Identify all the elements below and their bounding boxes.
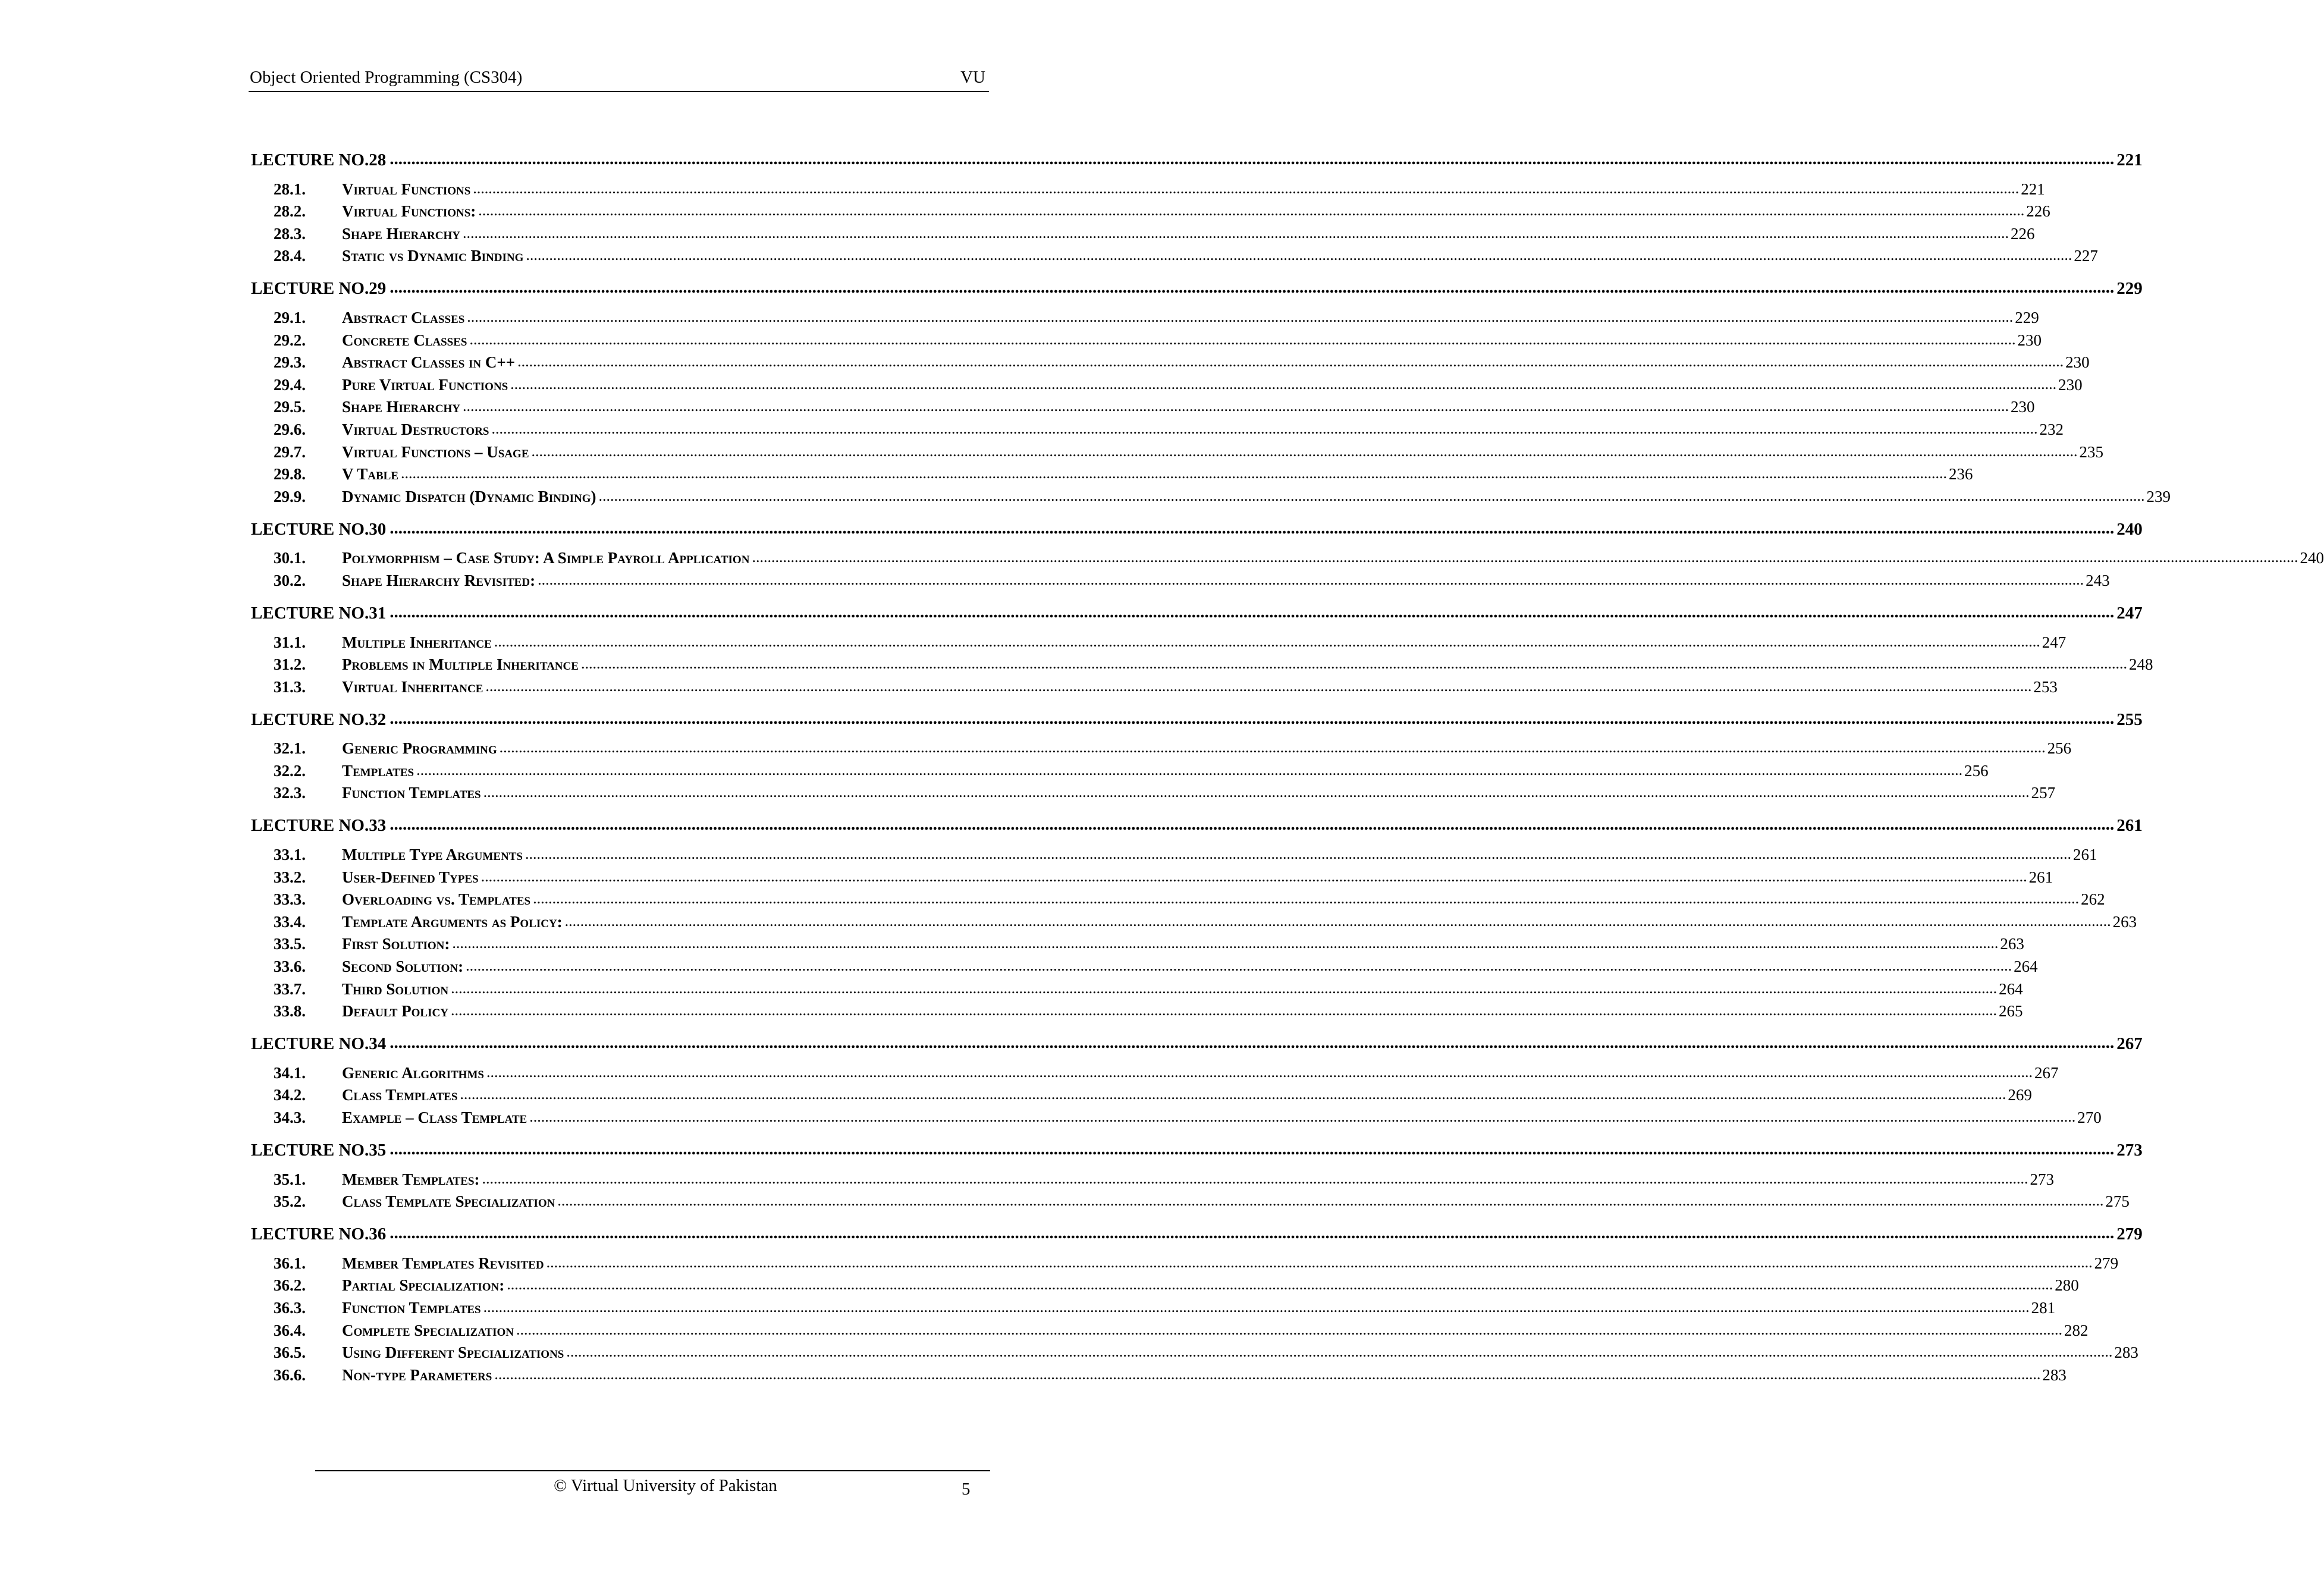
lecture-page-number: 229 bbox=[2116, 279, 2143, 299]
entry-title: Virtual Functions: bbox=[342, 202, 476, 221]
entry-number: 34.1. bbox=[274, 1063, 306, 1082]
entry-page-number: 283 bbox=[2042, 1365, 2067, 1384]
entry-page-number: 229 bbox=[2015, 308, 2039, 326]
entry-number: 28.4. bbox=[274, 247, 306, 265]
toc-entry[interactable] bbox=[251, 304, 2039, 327]
toc-entry[interactable] bbox=[251, 758, 1989, 780]
toc-entry[interactable] bbox=[251, 842, 2097, 864]
entry-page-number: 243 bbox=[2086, 571, 2110, 589]
entry-title: Overloading vs. Templates bbox=[342, 890, 531, 909]
lecture-page-number: 261 bbox=[2116, 816, 2143, 836]
toc-entry-list bbox=[251, 623, 2153, 696]
entry-page-number: 281 bbox=[2031, 1298, 2056, 1317]
entry-number: 29.9. bbox=[274, 487, 306, 506]
entry-number: 34.2. bbox=[274, 1086, 306, 1104]
dot-leader: ................................................................................................................................................................................................................................................................................................................................................................................................................ bbox=[752, 548, 2298, 566]
entry-number: 28.2. bbox=[274, 202, 306, 221]
entry-number: 33.1. bbox=[274, 846, 306, 864]
entry-number: 32.3. bbox=[274, 784, 306, 802]
lecture-section bbox=[251, 802, 2143, 1021]
entry-page-number: 247 bbox=[2042, 633, 2067, 651]
dot-leader: ................................................................................................................................................................................................................................................................................................................................................................................................................ bbox=[390, 708, 2115, 728]
entry-number: 36.4. bbox=[274, 1321, 306, 1339]
dot-leader: ................................................................................................................................................................................................................................................................................................................................................................................................................ bbox=[390, 815, 2115, 834]
lecture-page-number: 267 bbox=[2116, 1034, 2143, 1054]
entry-title: Polymorphism – Case Study: A Simple Payroll Application bbox=[342, 549, 750, 567]
entry-title: Abstract Classes in C++ bbox=[342, 353, 516, 372]
entry-number: 29.8. bbox=[274, 465, 306, 484]
entry-title: Templates bbox=[342, 761, 414, 780]
page-number: 5 bbox=[962, 1480, 971, 1499]
dot-leader: ................................................................................................................................................................................................................................................................................................................................................................................................................ bbox=[416, 761, 1963, 778]
lecture-page-number: 221 bbox=[2116, 150, 2143, 169]
toc-entry-list bbox=[251, 1244, 2138, 1385]
entry-title: Member Templates Revisited bbox=[342, 1254, 544, 1272]
entry-title: Multiple Inheritance bbox=[342, 633, 492, 651]
entry-title: Class Templates bbox=[342, 1086, 458, 1104]
entry-title: Virtual Functions bbox=[342, 180, 471, 198]
lecture-section bbox=[251, 265, 2171, 506]
entry-number: 31.3. bbox=[274, 677, 306, 696]
toc-entry[interactable] bbox=[251, 652, 2153, 674]
dot-leader: ................................................................................................................................................................................................................................................................................................................................................................................................................ bbox=[463, 224, 2009, 241]
entry-page-number: 235 bbox=[2079, 442, 2104, 461]
entry-title: Function Templates bbox=[342, 784, 481, 802]
entry-number: 31.1. bbox=[274, 633, 306, 651]
entry-number: 29.2. bbox=[274, 331, 306, 349]
entry-title: Generic Algorithms bbox=[342, 1063, 484, 1082]
entry-number: 33.4. bbox=[274, 912, 306, 931]
dot-leader: ................................................................................................................................................................................................................................................................................................................................................................................................................ bbox=[525, 845, 2071, 863]
dot-leader: ................................................................................................................................................................................................................................................................................................................................................................................................................ bbox=[566, 1343, 2113, 1361]
entry-number: 29.3. bbox=[274, 353, 306, 372]
entry-number: 28.3. bbox=[274, 224, 306, 243]
toc-entry[interactable] bbox=[251, 864, 2053, 887]
toc-lecture-row[interactable] bbox=[251, 696, 2143, 730]
entry-number: 29.1. bbox=[274, 308, 306, 326]
page-footer bbox=[0, 1474, 1218, 1497]
dot-leader: ................................................................................................................................................................................................................................................................................................................................................................................................................ bbox=[463, 397, 2009, 415]
toc-entry[interactable] bbox=[251, 629, 2067, 652]
entry-number: 36.1. bbox=[274, 1254, 306, 1272]
entry-number: 28.1. bbox=[274, 180, 306, 198]
dot-leader: ................................................................................................................................................................................................................................................................................................................................................................................................................ bbox=[467, 307, 2014, 325]
entry-page-number: 226 bbox=[2011, 224, 2035, 243]
lecture-page-number: 247 bbox=[2116, 603, 2143, 623]
toc-lecture-row[interactable] bbox=[251, 802, 2143, 836]
entry-page-number: 263 bbox=[2000, 935, 2024, 953]
entry-number: 35.2. bbox=[274, 1192, 306, 1211]
toc-entry[interactable] bbox=[251, 199, 2050, 221]
toc-entry[interactable] bbox=[251, 462, 1973, 484]
entry-page-number: 265 bbox=[1998, 1002, 2023, 1021]
entry-number: 32.2. bbox=[274, 761, 306, 780]
entry-page-number: 230 bbox=[2017, 331, 2042, 349]
entry-title: Problems in Multiple Inheritance bbox=[342, 655, 579, 674]
toc-entry[interactable] bbox=[251, 953, 2038, 976]
toc-entry[interactable] bbox=[251, 176, 2045, 199]
lecture-title: LECTURE NO.30 bbox=[251, 519, 387, 539]
dot-leader: ................................................................................................................................................................................................................................................................................................................................................................................................................ bbox=[478, 202, 2025, 219]
toc-lecture-row[interactable] bbox=[251, 1021, 2143, 1054]
dot-leader: ................................................................................................................................................................................................................................................................................................................................................................................................................ bbox=[499, 739, 2046, 756]
toc-entry[interactable] bbox=[251, 1060, 2059, 1082]
dot-leader: ................................................................................................................................................................................................................................................................................................................................................................................................................ bbox=[473, 179, 2020, 197]
entry-page-number: 221 bbox=[2021, 180, 2045, 198]
dot-leader: ................................................................................................................................................................................................................................................................................................................................................................................................................ bbox=[401, 464, 1948, 482]
entry-page-number: 270 bbox=[2077, 1109, 2102, 1126]
toc-entry-list bbox=[251, 1054, 2102, 1127]
entry-page-number: 282 bbox=[2064, 1321, 2089, 1339]
entry-number: 29.4. bbox=[274, 375, 306, 394]
entry-number: 33.7. bbox=[274, 979, 306, 998]
entry-page-number: 275 bbox=[2105, 1192, 2130, 1211]
entry-page-number: 257 bbox=[2031, 784, 2056, 802]
entry-number: 30.2. bbox=[274, 571, 306, 589]
toc-lecture-row[interactable] bbox=[251, 137, 2143, 170]
toc-entry[interactable] bbox=[251, 1250, 2119, 1273]
entry-title: First Solution: bbox=[342, 935, 450, 953]
footer-rule bbox=[315, 1470, 990, 1471]
entry-page-number: 230 bbox=[2065, 353, 2090, 372]
entry-page-number: 239 bbox=[2146, 487, 2171, 506]
dot-leader: ................................................................................................................................................................................................................................................................................................................................................................................................................ bbox=[466, 957, 2012, 975]
dot-leader: ................................................................................................................................................................................................................................................................................................................................................................................................................ bbox=[390, 602, 2115, 621]
toc-entry[interactable] bbox=[251, 221, 2035, 243]
toc-entry[interactable] bbox=[251, 1362, 2067, 1385]
dot-leader: ................................................................................................................................................................................................................................................................................................................................................................................................................ bbox=[469, 330, 2016, 348]
entry-title: Second Solution: bbox=[342, 957, 464, 976]
entry-page-number: 269 bbox=[2008, 1086, 2032, 1104]
lecture-title: LECTURE NO.31 bbox=[251, 603, 387, 623]
lecture-title: LECTURE NO.33 bbox=[251, 816, 387, 836]
toc-entry[interactable] bbox=[251, 350, 2090, 372]
toc-entry[interactable] bbox=[251, 1340, 2138, 1362]
entry-page-number: 262 bbox=[2081, 890, 2105, 909]
toc-entry[interactable] bbox=[251, 243, 2098, 266]
entry-page-number: 226 bbox=[2026, 202, 2050, 221]
entry-page-number: 273 bbox=[2030, 1170, 2055, 1188]
entry-number: 31.2. bbox=[274, 655, 306, 674]
entry-title: Class Template Specialization bbox=[342, 1192, 555, 1211]
entry-title: Virtual Destructors bbox=[342, 420, 489, 438]
entry-number: 33.6. bbox=[274, 957, 306, 976]
lecture-page-number: 273 bbox=[2116, 1141, 2143, 1160]
entry-page-number: 283 bbox=[2114, 1343, 2138, 1362]
toc-entry[interactable] bbox=[251, 372, 2083, 394]
entry-title: Dynamic Dispatch (Dynamic Binding) bbox=[342, 487, 596, 506]
entry-title: Default Policy bbox=[342, 1002, 448, 1021]
toc-entry[interactable] bbox=[251, 545, 2324, 568]
header-rule bbox=[249, 91, 989, 92]
entry-page-number: 267 bbox=[2034, 1063, 2059, 1082]
dot-leader: ................................................................................................................................................................................................................................................................................................................................................................................................................ bbox=[516, 1320, 2063, 1338]
entry-page-number: 253 bbox=[2033, 677, 2058, 696]
toc-lecture-row[interactable] bbox=[251, 1127, 2143, 1160]
entry-page-number: 230 bbox=[2058, 375, 2083, 394]
entry-title: Pure Virtual Functions bbox=[342, 375, 508, 394]
lecture-page-number: 255 bbox=[2116, 709, 2143, 729]
toc-entry-list bbox=[251, 170, 2098, 265]
toc-entry[interactable] bbox=[251, 567, 2110, 590]
lecture-section bbox=[251, 1127, 2143, 1211]
entry-page-number: 261 bbox=[2072, 846, 2097, 864]
entry-title: Partial Specialization: bbox=[342, 1276, 505, 1295]
entry-title: Concrete Classes bbox=[342, 331, 467, 349]
toc-lecture-row[interactable] bbox=[251, 265, 2143, 299]
entry-page-number: 240 bbox=[2300, 549, 2324, 567]
dot-leader: ................................................................................................................................................................................................................................................................................................................................................................................................................ bbox=[526, 246, 2072, 264]
entry-page-number: 264 bbox=[2014, 957, 2038, 976]
lecture-section bbox=[251, 696, 2143, 803]
toc-entry[interactable] bbox=[251, 416, 2064, 439]
entry-page-number: 280 bbox=[2055, 1276, 2079, 1295]
lecture-section bbox=[251, 137, 2143, 265]
dot-leader: ................................................................................................................................................................................................................................................................................................................................................................................................................ bbox=[452, 934, 1999, 952]
dot-leader: ................................................................................................................................................................................................................................................................................................................................................................................................................ bbox=[390, 149, 2115, 168]
dot-leader: ................................................................................................................................................................................................................................................................................................................................................................................................................ bbox=[451, 979, 1998, 997]
dot-leader: ................................................................................................................................................................................................................................................................................................................................................................................................................ bbox=[517, 353, 2064, 371]
entry-title: Virtual Functions – Usage bbox=[342, 442, 529, 461]
entry-page-number: 279 bbox=[2094, 1254, 2119, 1272]
entry-page-number: 230 bbox=[2011, 398, 2035, 416]
lecture-section bbox=[251, 1211, 2143, 1385]
entry-page-number: 264 bbox=[1999, 979, 2023, 998]
entry-number: 33.2. bbox=[274, 868, 306, 886]
lecture-page-number: 240 bbox=[2116, 519, 2143, 539]
entry-number: 29.7. bbox=[274, 442, 306, 461]
entry-title: Function Templates bbox=[342, 1298, 481, 1317]
dot-leader: ................................................................................................................................................................................................................................................................................................................................................................................................................ bbox=[564, 912, 2111, 930]
toc-lecture-row[interactable] bbox=[251, 506, 2143, 539]
toc-entry[interactable] bbox=[251, 439, 2104, 462]
entry-title: Non-type Parameters bbox=[342, 1365, 492, 1384]
toc-entry[interactable] bbox=[251, 736, 2072, 758]
lecture-title: LECTURE NO.36 bbox=[251, 1225, 387, 1244]
entry-number: 32.1. bbox=[274, 739, 306, 758]
toc-lecture-row[interactable] bbox=[251, 590, 2143, 623]
toc-entry-list bbox=[251, 836, 2137, 1021]
toc-entry[interactable] bbox=[251, 1317, 2089, 1340]
entry-number: 35.1. bbox=[274, 1170, 306, 1188]
entry-page-number: 232 bbox=[2039, 420, 2064, 438]
toc-entry[interactable] bbox=[251, 909, 2137, 931]
lecture-section bbox=[251, 590, 2153, 696]
dot-leader: ................................................................................................................................................................................................................................................................................................................................................................................................................ bbox=[390, 518, 2115, 538]
lecture-section bbox=[251, 1021, 2143, 1127]
dot-leader: ................................................................................................................................................................................................................................................................................................................................................................................................................ bbox=[529, 1108, 2076, 1125]
lecture-page-number: 279 bbox=[2116, 1225, 2143, 1244]
dot-leader: ................................................................................................................................................................................................................................................................................................................................................................................................................ bbox=[494, 1365, 2041, 1383]
entry-title: Shape Hierarchy bbox=[342, 398, 460, 416]
entry-title: Multiple Type Arguments bbox=[342, 846, 523, 864]
dot-leader: ................................................................................................................................................................................................................................................................................................................................................................................................................ bbox=[482, 1169, 2028, 1187]
entry-page-number: 261 bbox=[2028, 868, 2053, 886]
lecture-title: LECTURE NO.29 bbox=[251, 279, 387, 299]
dot-leader: ................................................................................................................................................................................................................................................................................................................................................................................................................ bbox=[486, 1063, 2033, 1081]
entry-title: Third Solution bbox=[342, 979, 449, 998]
toc-entry-list bbox=[251, 730, 2072, 803]
dot-leader: ................................................................................................................................................................................................................................................................................................................................................................................................................ bbox=[390, 1033, 2115, 1053]
dot-leader: ................................................................................................................................................................................................................................................................................................................................................................................................................ bbox=[460, 1085, 2006, 1103]
toc-entry[interactable] bbox=[251, 1189, 2130, 1211]
dot-leader: ................................................................................................................................................................................................................................................................................................................................................................................................................ bbox=[390, 1139, 2115, 1159]
entry-title: Template Arguments as Policy: bbox=[342, 912, 563, 931]
copyright-text: © Virtual University of Pakistan bbox=[554, 1476, 777, 1495]
entry-page-number: 236 bbox=[1949, 465, 1973, 484]
entry-title: Static vs Dynamic Binding bbox=[342, 247, 524, 265]
dot-leader: ................................................................................................................................................................................................................................................................................................................................................................................................................ bbox=[531, 442, 2078, 460]
dot-leader: ................................................................................................................................................................................................................................................................................................................................................................................................................ bbox=[491, 419, 2038, 437]
entry-number: 30.1. bbox=[274, 549, 306, 567]
dot-leader: ................................................................................................................................................................................................................................................................................................................................................................................................................ bbox=[390, 278, 2115, 297]
entry-title: Complete Specialization bbox=[342, 1321, 514, 1339]
toc-entry[interactable] bbox=[251, 1166, 2055, 1189]
dot-leader: ................................................................................................................................................................................................................................................................................................................................................................................................................ bbox=[546, 1253, 2093, 1271]
dot-leader: ................................................................................................................................................................................................................................................................................................................................................................................................................ bbox=[480, 867, 2027, 885]
entry-number: 33.8. bbox=[274, 1002, 306, 1021]
dot-leader: ................................................................................................................................................................................................................................................................................................................................................................................................................ bbox=[557, 1192, 2104, 1210]
table-of-contents bbox=[251, 137, 2324, 1385]
toc-entry[interactable] bbox=[251, 780, 2056, 803]
toc-entry[interactable] bbox=[251, 931, 2024, 954]
entry-title: Example – Class Template bbox=[342, 1109, 527, 1126]
entry-title: Member Templates: bbox=[342, 1170, 480, 1188]
toc-entry[interactable] bbox=[251, 887, 2105, 909]
entry-title: V Table bbox=[342, 465, 399, 484]
dot-leader: ................................................................................................................................................................................................................................................................................................................................................................................................................ bbox=[580, 655, 2127, 673]
entry-number: 36.5. bbox=[274, 1343, 306, 1362]
toc-entry[interactable] bbox=[251, 976, 2023, 999]
toc-entry[interactable] bbox=[251, 1082, 2032, 1105]
dot-leader: ................................................................................................................................................................................................................................................................................................................................................................................................................ bbox=[450, 1002, 1997, 1019]
lecture-section bbox=[251, 506, 2324, 590]
entry-number: 36.2. bbox=[274, 1276, 306, 1295]
entry-title: Generic Programming bbox=[342, 739, 497, 758]
toc-entry[interactable] bbox=[251, 484, 2171, 506]
dot-leader: ................................................................................................................................................................................................................................................................................................................................................................................................................ bbox=[533, 890, 2080, 908]
entry-title: User-Defined Types bbox=[342, 868, 479, 886]
entry-number: 36.3. bbox=[274, 1298, 306, 1317]
entry-title: Abstract Classes bbox=[342, 308, 465, 326]
dot-leader: ................................................................................................................................................................................................................................................................................................................................................................................................................ bbox=[494, 632, 2040, 650]
lecture-title: LECTURE NO.35 bbox=[251, 1141, 387, 1160]
dot-leader: ................................................................................................................................................................................................................................................................................................................................................................................................................ bbox=[390, 1223, 2115, 1243]
lecture-title: LECTURE NO.28 bbox=[251, 150, 387, 169]
toc-entry[interactable] bbox=[251, 327, 2042, 350]
entry-title: Virtual Inheritance bbox=[342, 677, 483, 696]
entry-page-number: 227 bbox=[2074, 247, 2098, 265]
dot-leader: ................................................................................................................................................................................................................................................................................................................................................................................................................ bbox=[483, 1298, 2030, 1316]
entry-number: 33.3. bbox=[274, 890, 306, 909]
dot-leader: ................................................................................................................................................................................................................................................................................................................................................................................................................ bbox=[598, 486, 2145, 504]
entry-page-number: 248 bbox=[2128, 655, 2153, 674]
dot-leader: ................................................................................................................................................................................................................................................................................................................................................................................................................ bbox=[538, 570, 2084, 588]
toc-entry-list bbox=[251, 299, 2171, 506]
entry-number: 29.5. bbox=[274, 398, 306, 416]
lecture-title: LECTURE NO.34 bbox=[251, 1034, 387, 1054]
toc-entry-list bbox=[251, 1160, 2130, 1211]
institution-label: VU bbox=[960, 68, 985, 87]
entry-number: 36.6. bbox=[274, 1365, 306, 1384]
toc-entry[interactable] bbox=[251, 1295, 2056, 1317]
dot-leader: ................................................................................................................................................................................................................................................................................................................................................................................................................ bbox=[485, 677, 2032, 695]
dot-leader: ................................................................................................................................................................................................................................................................................................................................................................................................................ bbox=[507, 1276, 2053, 1294]
entry-page-number: 263 bbox=[2112, 912, 2137, 931]
entry-number: 34.3. bbox=[274, 1109, 306, 1126]
entry-page-number: 256 bbox=[2047, 739, 2072, 758]
toc-entry[interactable] bbox=[251, 1273, 2079, 1295]
page-header bbox=[249, 65, 989, 90]
toc-entry[interactable] bbox=[251, 674, 2058, 696]
entry-number: 33.5. bbox=[274, 935, 306, 953]
toc-entry-list bbox=[251, 539, 2324, 590]
course-title: Object Oriented Programming (CS304) bbox=[250, 68, 523, 87]
dot-leader: ................................................................................................................................................................................................................................................................................................................................................................................................................ bbox=[483, 783, 2030, 801]
dot-leader: ................................................................................................................................................................................................................................................................................................................................................................................................................ bbox=[510, 375, 2057, 393]
toc-entry[interactable] bbox=[251, 1104, 2102, 1127]
entry-title: Using Different Specializations bbox=[342, 1343, 564, 1362]
toc-lecture-row[interactable] bbox=[251, 1211, 2143, 1244]
entry-page-number: 256 bbox=[1964, 761, 1989, 780]
toc-entry[interactable] bbox=[251, 999, 2023, 1021]
lecture-title: LECTURE NO.32 bbox=[251, 709, 387, 729]
entry-title: Shape Hierarchy Revisited: bbox=[342, 571, 536, 589]
entry-number: 29.6. bbox=[274, 420, 306, 438]
entry-title: Shape Hierarchy bbox=[342, 224, 460, 243]
toc-entry[interactable] bbox=[251, 394, 2035, 417]
